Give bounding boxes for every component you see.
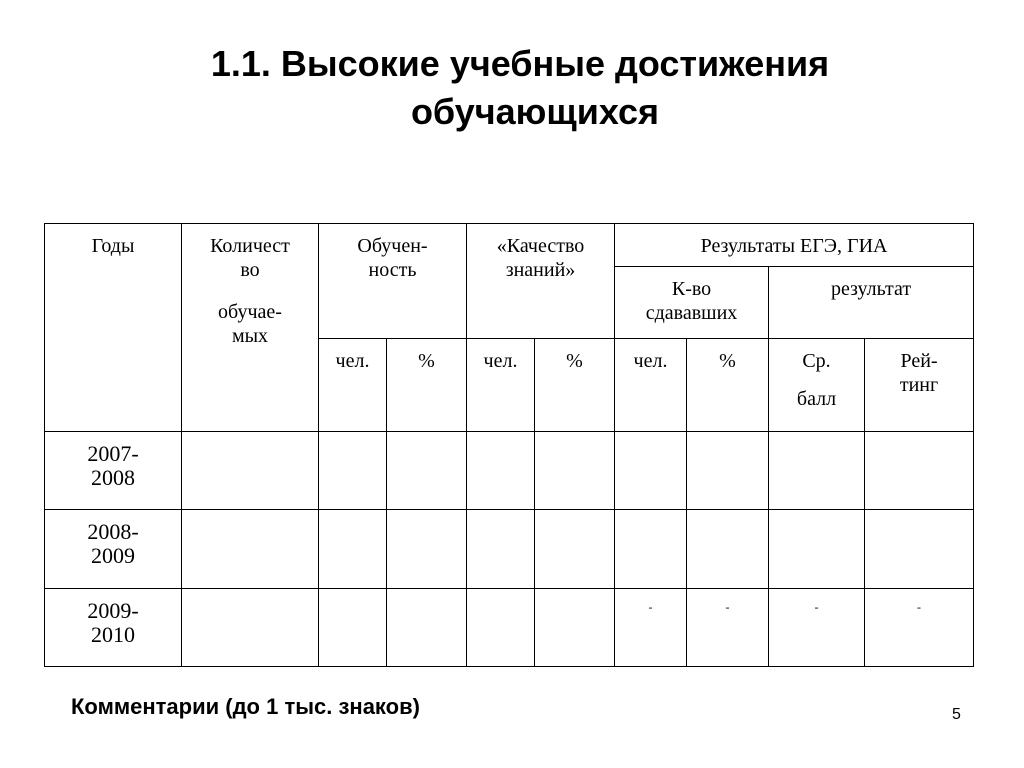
achievements-table: [44, 223, 974, 667]
table-cell: [865, 431, 974, 509]
table-cell: [467, 431, 535, 509]
header-quality: [467, 224, 615, 339]
header-average-line-2: балл: [796, 387, 837, 410]
header-quality-line-1: «Качество: [496, 235, 585, 257]
header-rating-line-2: тинг: [899, 373, 939, 396]
table-cell: [535, 431, 615, 509]
header-count-line-2: во: [240, 259, 260, 281]
header-rating-line-1: Рей-: [900, 349, 938, 372]
year-line-2: 2009: [91, 543, 135, 569]
year-line-1: 2008-: [87, 519, 139, 545]
table-cell: [319, 510, 387, 588]
table-cell: [535, 588, 615, 666]
header-student-count: [182, 224, 319, 432]
table-row: [45, 510, 974, 588]
title-line-2: обучающихся: [410, 91, 660, 132]
header-count-line-3: обучае-: [218, 301, 282, 323]
table-cell: [467, 510, 535, 588]
table-cell: [387, 510, 467, 588]
dash-cell: -: [687, 588, 769, 666]
year-line-2: 2008: [91, 464, 135, 490]
header-takers-percent: %: [687, 338, 769, 431]
dash-cell: -: [769, 588, 865, 666]
header-count-line-1: Количест: [210, 235, 290, 257]
table-cell: [387, 431, 467, 509]
dash-cell: -: [615, 588, 687, 666]
header-learning-people: чел.: [319, 338, 387, 431]
header-rating: [865, 338, 974, 431]
year-line-1: 2007-: [87, 440, 139, 466]
year-cell: [45, 588, 182, 666]
header-learning-percent: %: [387, 338, 467, 431]
dash-cell: -: [865, 588, 974, 666]
header-quality-percent: %: [535, 338, 615, 431]
table-row: [45, 431, 974, 509]
header-average-score: [769, 338, 865, 431]
header-row-1: [45, 224, 974, 267]
header-takers: [615, 267, 769, 338]
slide-title: [140, 40, 900, 136]
header-years: [45, 224, 182, 432]
header-learning-line-1: Обучен-: [357, 235, 428, 257]
comment-note: Комментарии (до 1 тыс. знаков): [71, 694, 420, 719]
header-result-label: результат: [830, 278, 912, 301]
header-average-line-1: Ср.: [802, 349, 831, 372]
table-cell: [615, 510, 687, 588]
header-count-line-4: мых: [231, 325, 269, 347]
table-cell: [387, 588, 467, 666]
table-cell: [865, 510, 974, 588]
header-result: [769, 267, 974, 338]
table-cell: [182, 588, 319, 666]
table-cell: [319, 431, 387, 509]
table-cell: [687, 431, 769, 509]
page-number: 5: [952, 706, 961, 723]
table-cell: [319, 588, 387, 666]
table-cell: [769, 510, 865, 588]
header-learning-line-2: ность: [368, 259, 417, 281]
header-takers-line-1: К-во: [671, 278, 712, 301]
header-quality-line-2: знаний»: [505, 259, 576, 281]
header-years-label: Годы: [91, 235, 135, 257]
header-learning: [319, 224, 467, 339]
header-quality-people: чел.: [467, 338, 535, 431]
header-takers-line-2: сдававших: [645, 302, 738, 325]
title-line-1: 1.1. Высокие учебные достижения: [210, 43, 830, 84]
year-line-2: 2010: [91, 621, 135, 647]
table-cell: [182, 510, 319, 588]
table-cell: [615, 431, 687, 509]
year-cell: [45, 431, 182, 509]
table-cell: [467, 588, 535, 666]
header-takers-people: чел.: [615, 338, 687, 431]
table-cell: [182, 431, 319, 509]
table-cell: [687, 510, 769, 588]
year-cell: [45, 510, 182, 588]
header-exam-results: [615, 224, 974, 267]
table-cell: [769, 431, 865, 509]
header-exam-results-label: Результаты ЕГЭ, ГИА: [700, 235, 888, 257]
table-row: [45, 588, 974, 666]
table-cell: [535, 510, 615, 588]
year-line-1: 2009-: [87, 597, 139, 623]
